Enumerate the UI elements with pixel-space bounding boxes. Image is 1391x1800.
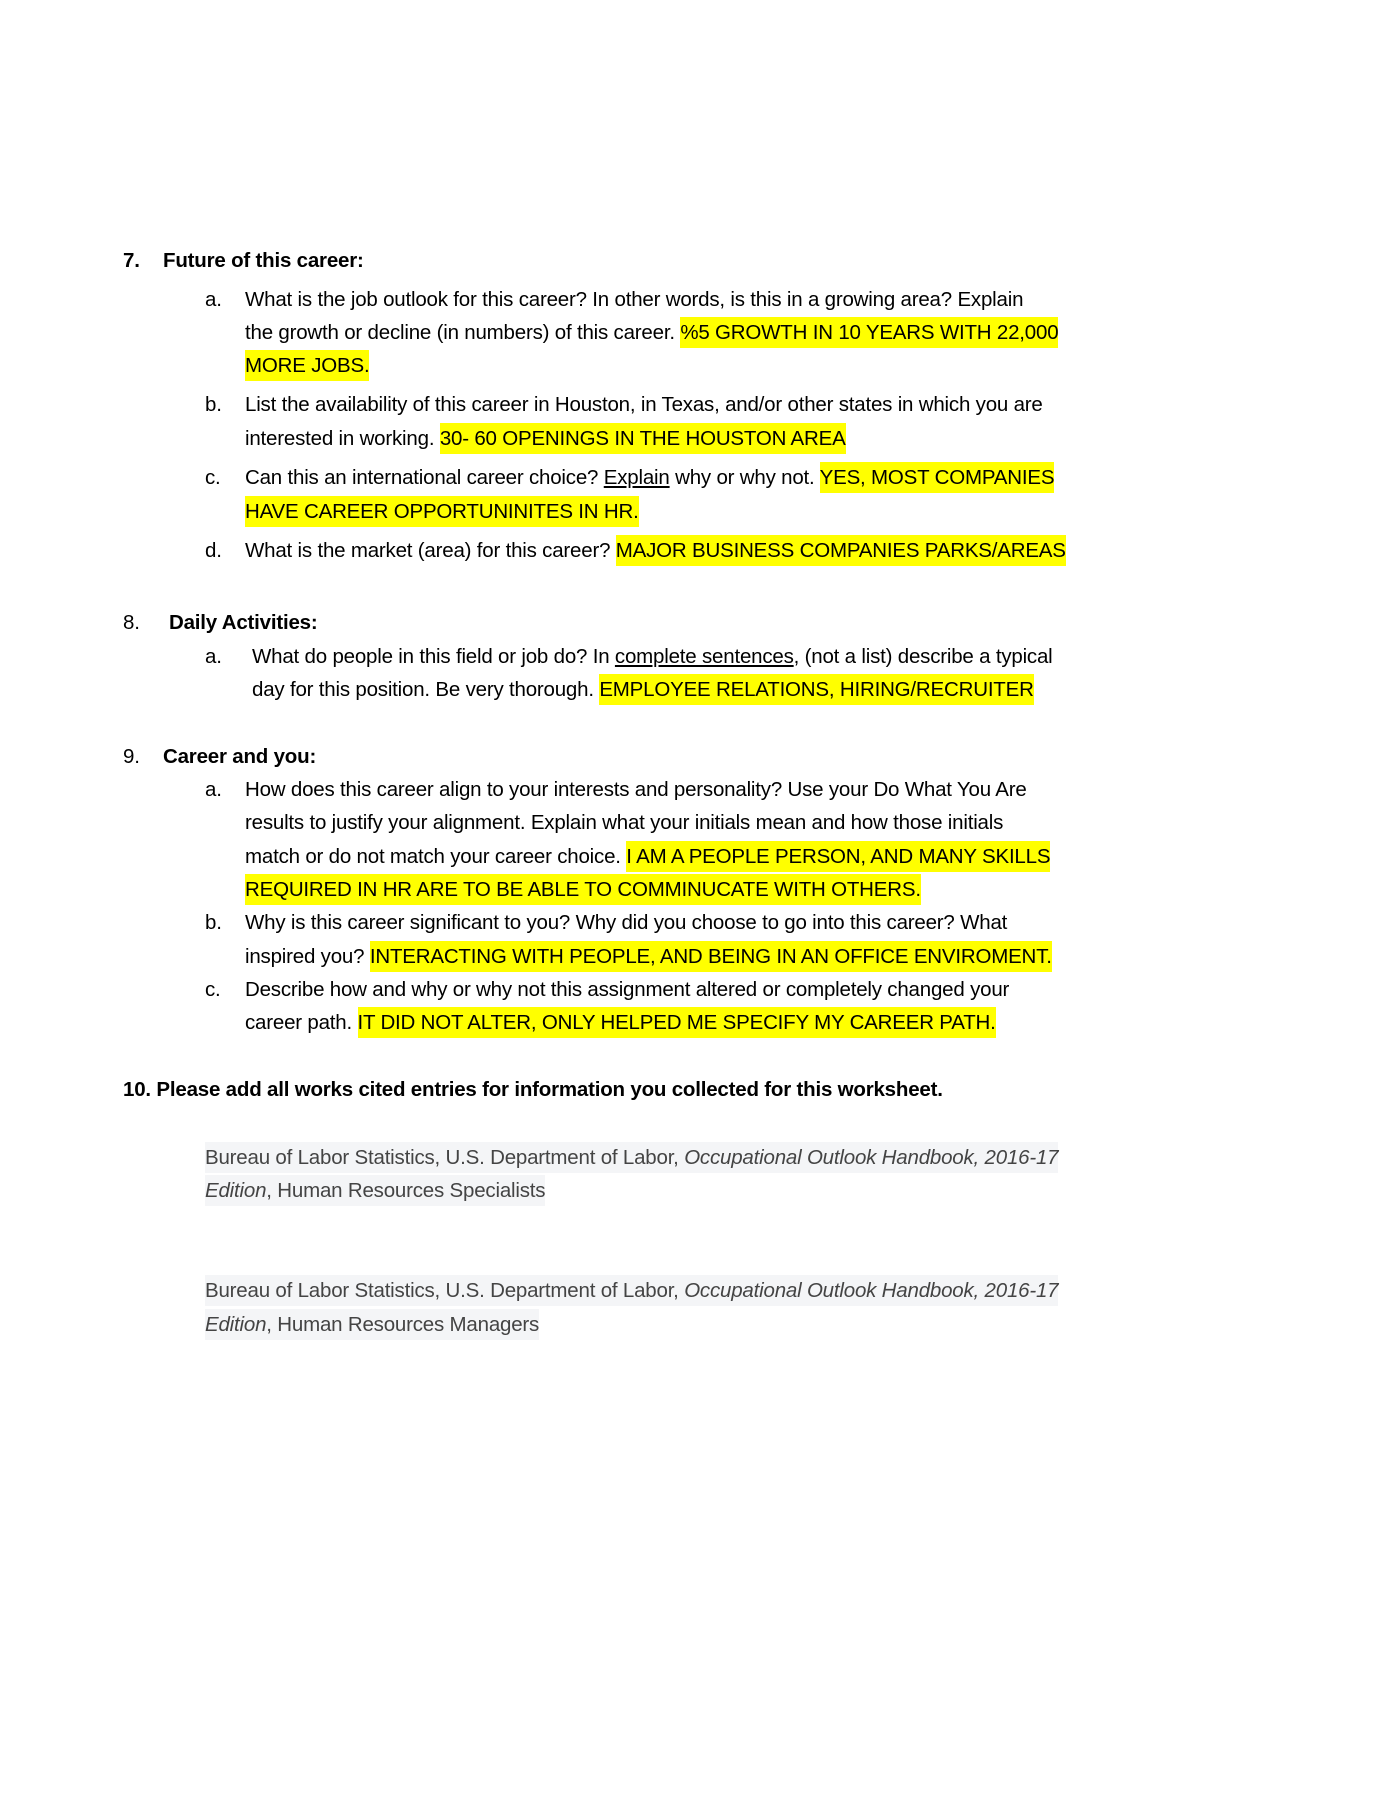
highlighted-answer: MORE JOBS.: [245, 350, 369, 381]
citation-line: [205, 1274, 1058, 1307]
highlighted-answer: 30- 60 OPENINGS IN THE HOUSTON AREA: [440, 423, 846, 454]
text-line: [245, 283, 1023, 316]
question-text: What do people in this field or job do? In: [252, 645, 615, 668]
question-text: Bureau of Labor Statistics, U.S. Department of Labor,: [205, 1279, 685, 1302]
highlighted-answer: I AM A PEOPLE PERSON, AND MANY SKILLS: [626, 841, 1050, 872]
italic-title: Occupational Outlook Handbook, 2016-17: [684, 1279, 1059, 1302]
question-text: Describe how and why or why not this assignment altered or completely changed your: [245, 978, 1010, 1001]
text-line: [245, 973, 1009, 1006]
section-title: Please add all works cited entries for information you collected for this worksheet.: [156, 1078, 943, 1101]
text-line: [245, 349, 369, 382]
text-line: [245, 1006, 996, 1039]
highlighted-answer: %5 GROWTH IN 10 YEARS WITH 22,000: [680, 317, 1058, 348]
item-letter: b.: [205, 911, 222, 934]
text-line: [245, 773, 1027, 806]
item-letter: d.: [205, 539, 222, 562]
highlighted-answer: INTERACTING WITH PEOPLE, AND BEING IN AN OFFICE ENVIROMENT.: [370, 941, 1052, 972]
citation-entry: [205, 1175, 545, 1206]
citation-line: [205, 1174, 545, 1207]
highlighted-answer: REQUIRED IN HR ARE TO BE ABLE TO COMMINUCATE WITH OTHERS.: [245, 874, 921, 905]
question-text: , (not a list) describe a typical: [793, 645, 1053, 668]
text-line: [252, 673, 1034, 706]
question-text: Why is this career significant to you? Why did you choose to go into this career? What: [245, 911, 1008, 934]
text-line: [245, 906, 1007, 939]
text-line: [245, 840, 1050, 873]
text-line: [245, 806, 1003, 839]
citation-entry: [205, 1275, 1058, 1306]
question-text: interested in working.: [245, 427, 440, 450]
text-line: [245, 873, 921, 906]
highlighted-answer: EMPLOYEE RELATIONS, HIRING/RECRUITER: [599, 674, 1033, 705]
question-text: How does this career align to your interests and personality? Use your Do What You Are: [245, 778, 1027, 801]
text-line: [245, 388, 1043, 421]
question-text: inspired you?: [245, 945, 370, 968]
citation-line: [205, 1308, 539, 1341]
text-line: [245, 940, 1052, 973]
text-line: [245, 461, 1054, 494]
text-line: [245, 316, 1058, 349]
item-letter: c.: [205, 978, 221, 1001]
item-letter: c.: [205, 466, 221, 489]
italic-title: Occupational Outlook Handbook, 2016-17: [684, 1146, 1059, 1169]
highlighted-answer: HAVE CAREER OPPORTUNINITES IN HR.: [245, 496, 639, 527]
section-heading: Career and you:: [163, 745, 317, 768]
section-number: 9.: [123, 745, 140, 768]
highlighted-answer: IT DID NOT ALTER, ONLY HELPED ME SPECIFY MY CAREER PATH.: [358, 1007, 996, 1038]
question-text: List the availability of this career in Houston, in Texas, and/or other states in which you are: [245, 393, 1043, 416]
section-heading: [123, 1073, 943, 1106]
section-number: 8.: [123, 611, 140, 634]
citation-entry: [205, 1309, 539, 1340]
italic-title: Edition: [205, 1313, 267, 1336]
underlined-text: complete sentences: [614, 645, 794, 668]
question-text: match or do not match your career choice.: [245, 845, 627, 868]
italic-title: Edition: [205, 1179, 267, 1202]
item-letter: a.: [205, 645, 222, 668]
question-text: , Human Resources Managers: [266, 1313, 540, 1336]
item-letter: a.: [205, 778, 222, 801]
highlighted-answer: YES, MOST COMPANIES: [820, 462, 1055, 493]
question-text: , Human Resources Specialists: [266, 1179, 546, 1202]
question-text: Can this an international career choice?: [245, 466, 604, 489]
question-text: why or why not.: [669, 466, 820, 489]
citation-entry: [205, 1142, 1058, 1173]
section-heading: Daily Activities:: [169, 611, 318, 634]
item-letter: b.: [205, 393, 222, 416]
section-heading: Future of this career:: [163, 249, 364, 272]
question-text: the growth or decline (in numbers) of this career.: [245, 321, 681, 344]
highlighted-answer: MAJOR BUSINESS COMPANIES PARKS/AREAS: [616, 535, 1066, 566]
citation-line: [205, 1141, 1058, 1174]
text-line: [245, 422, 846, 455]
text-line: [245, 495, 639, 528]
underlined-text: Explain: [603, 466, 670, 489]
question-text: day for this position. Be very thorough.: [252, 678, 600, 701]
question-text: career path.: [245, 1011, 358, 1034]
section-number: 7.: [123, 249, 140, 272]
section-number: 10.: [123, 1078, 151, 1101]
question-text: What is the market (area) for this career?: [245, 539, 616, 562]
item-letter: a.: [205, 288, 222, 311]
question-text: results to justify your alignment. Explain what your initials mean and how those initials: [245, 811, 1004, 834]
question-text: Bureau of Labor Statistics, U.S. Department of Labor,: [205, 1146, 685, 1169]
question-text: What is the job outlook for this career? In other words, is this in a growing area? Explain: [245, 288, 1024, 311]
text-line: [245, 534, 1066, 567]
text-line: [252, 640, 1053, 673]
